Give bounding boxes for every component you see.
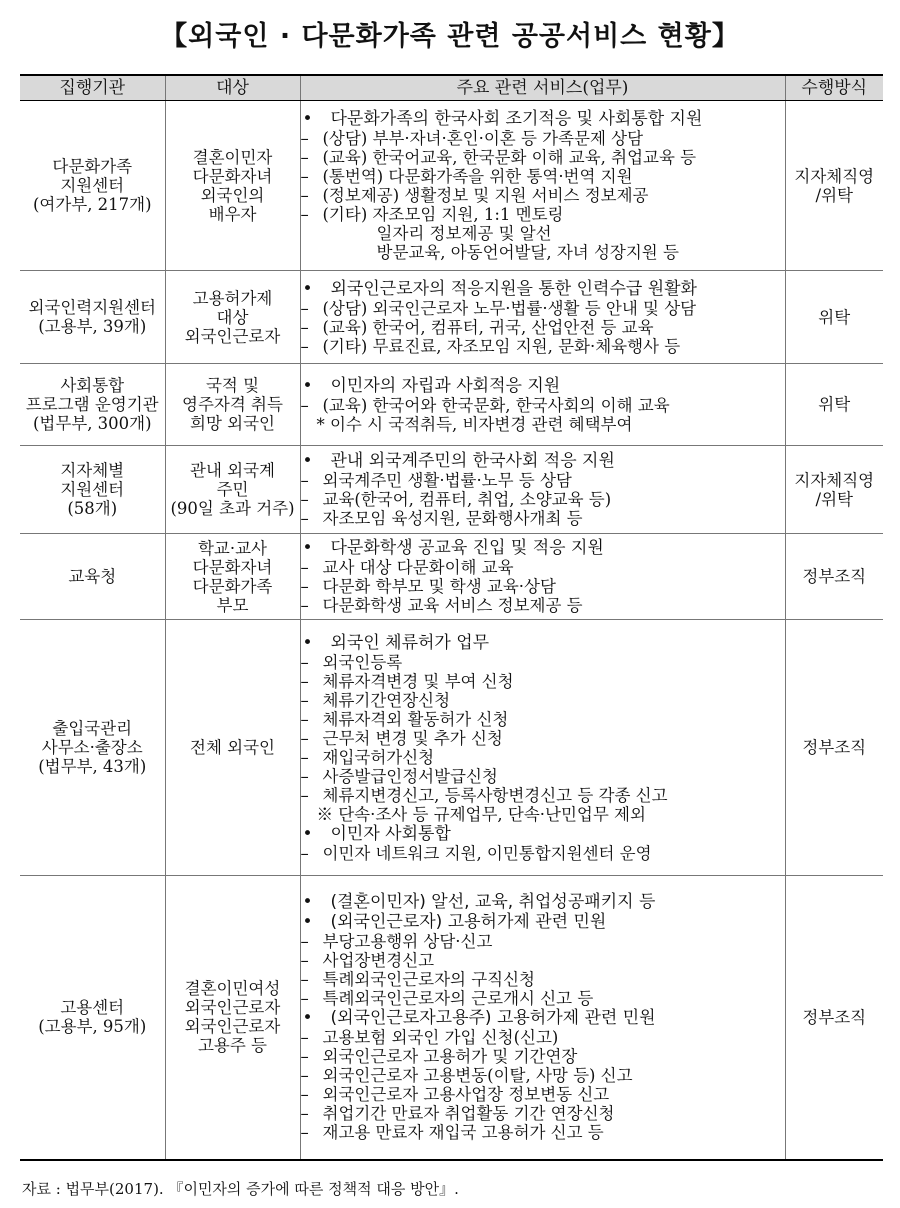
target-cell-line: 다문화자녀 xyxy=(192,166,273,186)
dash-icon: – xyxy=(300,186,309,205)
service-item xyxy=(301,1028,785,1047)
service-item xyxy=(301,932,785,951)
bullet-icon: • xyxy=(302,375,313,396)
dash-icon: – xyxy=(300,596,309,615)
dash-icon: – xyxy=(300,1047,309,1067)
service-text: 부당고용행위 상담·신고 xyxy=(322,932,493,952)
target-cell-line: 결혼이민여성 xyxy=(184,979,281,999)
service-text: 일자리 정보제공 및 알선 xyxy=(376,224,552,243)
target-cell-line: 부모 xyxy=(216,595,249,615)
dash-icon: – xyxy=(300,932,309,952)
method-cell-line: 정부조직 xyxy=(802,1007,867,1027)
service-text: 외국인근로자 고용허가 및 기간연장 xyxy=(322,1047,578,1067)
service-item xyxy=(301,205,785,224)
service-text: (외국인근로자) 고용허가제 관련 민원 xyxy=(330,912,607,933)
service-text: ※ 단속·조사 등 규제업무, 단속·난민업무 제외 xyxy=(316,804,646,824)
services-cell xyxy=(300,876,785,1160)
service-text: 체류기간연장신청 xyxy=(322,690,451,710)
target-cell-line: 영주자격 취득 xyxy=(182,395,283,414)
agency-cell-line: 지원센터 xyxy=(60,176,125,195)
services-cell xyxy=(300,620,785,876)
agency-cell-line: 사회통합 xyxy=(60,376,125,395)
target-cell xyxy=(165,271,300,364)
dash-icon: – xyxy=(300,843,309,863)
service-item xyxy=(301,653,785,672)
method-cell xyxy=(785,364,883,446)
service-item xyxy=(301,337,785,356)
service-text: 자조모임 육성지원, 문화행사개최 등 xyxy=(322,509,583,528)
target-cell xyxy=(165,101,300,271)
service-item xyxy=(301,912,785,932)
agency-cell xyxy=(20,271,165,364)
service-item xyxy=(301,490,785,509)
dash-icon: – xyxy=(300,1066,309,1086)
service-item xyxy=(301,1066,785,1085)
method-cell xyxy=(785,271,883,364)
service-text: 특례외국인근로자의 근로개시 신고 등 xyxy=(322,989,594,1009)
agency-cell-line: (법무부, 300개) xyxy=(32,414,152,433)
dash-icon: – xyxy=(300,1104,309,1124)
service-item xyxy=(301,1047,785,1066)
service-text: (결혼이민자) 알선, 교육, 취업성공패키지 등 xyxy=(330,892,656,913)
services-table xyxy=(20,74,883,1161)
dash-icon: – xyxy=(300,728,309,748)
dash-icon: – xyxy=(300,766,309,786)
method-cell-line: 지자체직영 xyxy=(794,470,875,490)
target-cell xyxy=(165,620,300,876)
target-cell-line: 결혼이민자 xyxy=(192,147,273,167)
service-item xyxy=(301,509,785,528)
method-cell-line: 위탁 xyxy=(818,395,851,414)
agency-cell-line: 사무소·출장소 xyxy=(41,738,143,757)
target-cell xyxy=(165,534,300,620)
dash-icon: – xyxy=(300,336,309,356)
target-cell-line: 관내 외국계 xyxy=(190,461,275,480)
service-item xyxy=(301,1123,785,1142)
service-item xyxy=(301,299,785,318)
agency-cell-line: (여가부, 217개) xyxy=(32,195,152,214)
dash-icon: – xyxy=(300,970,309,990)
service-item xyxy=(301,451,785,471)
agency-cell-line: (법무부, 43개) xyxy=(38,757,147,776)
service-item xyxy=(301,951,785,970)
service-item xyxy=(301,376,785,396)
service-text: 교사 대상 다문화이해 교육 xyxy=(322,558,514,577)
service-item xyxy=(301,279,785,299)
service-text: (기타) 자조모임 지원, 1:1 멘토링 xyxy=(322,205,564,224)
target-cell-line: 다문화자녀 xyxy=(192,557,273,577)
service-item xyxy=(301,748,785,767)
agency-cell-line: 프로그램 운영기관 xyxy=(25,395,159,414)
service-text: (교육) 한국어교육, 한국문화 이해 교육, 취업교육 등 xyxy=(322,148,697,167)
service-item xyxy=(301,844,785,863)
service-item xyxy=(301,824,785,844)
service-text: 사증발급인정서발급신청 xyxy=(322,766,498,786)
service-item xyxy=(301,710,785,729)
target-cell-line: 국적 및 xyxy=(205,376,260,395)
service-text: 이민자의 자립과 사회적응 지원 xyxy=(330,375,561,396)
table-row xyxy=(20,620,883,876)
dash-icon: – xyxy=(300,690,309,710)
agency-cell xyxy=(20,534,165,620)
service-item xyxy=(301,1008,785,1028)
service-text: 재고용 만료자 재입국 고용허가 신고 등 xyxy=(322,1123,604,1143)
agency-cell-line: 외국인력지원센터 xyxy=(28,298,156,317)
target-cell-line: 외국인근로자 xyxy=(184,326,281,346)
header-services: 주요 관련 서비스(업무) xyxy=(300,75,785,101)
target-cell-line: 외국인근로자 xyxy=(184,998,281,1018)
table-row xyxy=(20,364,883,446)
service-item xyxy=(301,224,785,243)
target-cell-line: 학교·교사 xyxy=(197,538,267,558)
service-item xyxy=(301,538,785,558)
bullet-icon: • xyxy=(302,278,313,299)
service-item xyxy=(301,596,785,615)
method-cell xyxy=(785,534,883,620)
table-row xyxy=(20,534,883,620)
dash-icon: – xyxy=(300,1123,309,1143)
target-cell xyxy=(165,364,300,446)
method-cell-line: 정부조직 xyxy=(802,567,867,586)
dash-icon: – xyxy=(300,785,309,805)
service-text: 외국인근로자 고용사업장 정보변동 신고 xyxy=(322,1085,610,1105)
service-item xyxy=(301,729,785,748)
dash-icon: – xyxy=(300,558,309,577)
table-row xyxy=(20,271,883,364)
service-text: 외국인근로자의 적응지원을 통한 인력수급 원활화 xyxy=(330,278,697,299)
dash-icon: – xyxy=(300,747,309,767)
service-item xyxy=(301,396,785,415)
service-text: (외국인근로자고용주) 고용허가제 관련 민원 xyxy=(330,1008,656,1029)
dash-icon: – xyxy=(300,671,309,691)
method-cell-line: 위탁 xyxy=(818,307,851,327)
service-item xyxy=(301,989,785,1008)
target-cell-line: (90일 초과 거주) xyxy=(170,499,295,518)
target-cell-line: 주민 xyxy=(216,480,249,499)
bullet-icon: • xyxy=(302,1008,313,1029)
bullet-icon: • xyxy=(302,538,313,558)
dash-icon: – xyxy=(300,1028,309,1048)
agency-cell-line: 출입국관리 xyxy=(52,719,133,738)
service-item xyxy=(301,633,785,653)
agency-cell-line: (고용부, 39개) xyxy=(38,317,147,336)
service-text: 다문화 학부모 및 학생 교육·상담 xyxy=(322,577,556,596)
service-text: 방문교육, 아동언어발달, 자녀 성장지원 등 xyxy=(376,243,679,262)
method-cell-line: /위탁 xyxy=(815,185,853,205)
service-text: 외국인근로자 고용변동(이탈, 사망 등) 신고 xyxy=(322,1066,633,1086)
service-item xyxy=(301,672,785,691)
service-text: 특례외국인근로자의 구직신청 xyxy=(322,970,535,990)
service-text: 체류자격변경 및 부여 신청 xyxy=(322,671,514,691)
agency-cell xyxy=(20,446,165,534)
target-cell xyxy=(165,446,300,534)
header-agency: 집행기관 xyxy=(20,75,165,101)
table-header-row xyxy=(20,75,883,101)
service-text: 근무처 변경 및 추가 신청 xyxy=(322,728,503,748)
dash-icon: – xyxy=(300,490,309,509)
bullet-icon: • xyxy=(302,109,313,129)
dash-icon: – xyxy=(300,509,309,528)
dash-icon: – xyxy=(300,129,309,148)
service-text: 교육(한국어, 컴퓨터, 취업, 소양교육 등) xyxy=(322,490,612,509)
bullet-icon: • xyxy=(302,451,313,471)
dash-icon: – xyxy=(300,298,309,318)
services-cell xyxy=(300,101,785,271)
service-item xyxy=(301,186,785,205)
header-method: 수행방식 xyxy=(785,75,883,101)
table-row xyxy=(20,446,883,534)
header-target: 대상 xyxy=(165,75,300,101)
service-item xyxy=(301,577,785,596)
agency-cell xyxy=(20,101,165,271)
service-text: * 이수 시 국적취득, 비자변경 관련 혜택부여 xyxy=(316,414,633,434)
dash-icon: – xyxy=(300,167,309,186)
service-item xyxy=(301,970,785,989)
service-text: (교육) 한국어와 한국문화, 한국사회의 이해 교육 xyxy=(322,395,670,415)
service-text: (상담) 부부·자녀·혼인·이혼 등 가족문제 상담 xyxy=(322,129,644,148)
service-item xyxy=(301,1104,785,1123)
target-cell-line: 외국인의 xyxy=(200,185,265,205)
target-cell xyxy=(165,876,300,1160)
service-text: (정보제공) 생활정보 및 지원 서비스 정보제공 xyxy=(322,186,649,205)
service-text: 외국인 체류허가 업무 xyxy=(330,632,490,653)
agency-cell-line: (고용부, 95개) xyxy=(38,1017,147,1037)
dash-icon: – xyxy=(300,1085,309,1105)
service-item xyxy=(301,1085,785,1104)
service-item xyxy=(301,243,785,262)
method-cell xyxy=(785,446,883,534)
service-item xyxy=(301,471,785,490)
service-text: 고용보험 외국인 가입 신청(신고) xyxy=(322,1028,559,1048)
service-item xyxy=(301,167,785,186)
agency-cell-line: 고용센터 xyxy=(60,998,125,1018)
table-row xyxy=(20,876,883,1160)
service-text: (기타) 무료진료, 자조모임 지원, 문화·체육행사 등 xyxy=(322,336,681,356)
target-cell-line: 다문화가족 xyxy=(192,576,273,596)
service-item xyxy=(301,767,785,786)
target-cell-line: 배우자 xyxy=(208,204,257,224)
method-cell-line: /위탁 xyxy=(815,489,853,509)
service-item xyxy=(301,558,785,577)
agency-cell xyxy=(20,876,165,1160)
dash-icon: – xyxy=(300,652,309,672)
service-item xyxy=(301,148,785,167)
dash-icon: – xyxy=(300,577,309,596)
service-item xyxy=(301,892,785,912)
service-text: 이민자 네트워크 지원, 이민통합지원센터 운영 xyxy=(322,843,652,863)
target-cell-line: 외국인근로자 xyxy=(184,1017,281,1037)
method-cell xyxy=(785,101,883,271)
service-text: 사업장변경신고 xyxy=(322,951,435,971)
service-text: 외국계주민 생활·법률·노무 등 상담 xyxy=(322,471,572,490)
dash-icon: – xyxy=(300,709,309,729)
services-cell xyxy=(300,364,785,446)
dash-icon: – xyxy=(300,471,309,490)
service-item xyxy=(301,129,785,148)
service-item xyxy=(301,318,785,337)
dash-icon: – xyxy=(300,317,309,337)
bullet-icon: • xyxy=(302,892,313,913)
target-cell-line: 대상 xyxy=(216,307,249,327)
agency-cell-line: 다문화가족 xyxy=(52,157,133,176)
service-text: (통번역) 다문화가족을 위한 통역·번역 지원 xyxy=(322,167,633,186)
method-cell-line: 정부조직 xyxy=(802,738,867,757)
services-cell xyxy=(300,446,785,534)
service-text: 다문화학생 교육 서비스 정보제공 등 xyxy=(322,596,583,615)
agency-cell-line: 지원센터 xyxy=(60,480,125,499)
service-text: 취업기간 만료자 취업활동 기간 연장신청 xyxy=(322,1104,615,1124)
agency-cell-line: 교육청 xyxy=(68,567,117,586)
service-text: (상담) 외국인근로자 노무·법률·생활 등 안내 및 상담 xyxy=(322,298,697,318)
service-item xyxy=(301,691,785,710)
dash-icon: – xyxy=(300,395,309,415)
service-item xyxy=(301,786,785,805)
service-item xyxy=(301,109,785,129)
dash-icon: – xyxy=(300,205,309,224)
services-cell xyxy=(300,534,785,620)
service-text: 이민자 사회통합 xyxy=(330,823,451,844)
service-text: 체류자격외 활동허가 신청 xyxy=(322,709,509,729)
target-cell-line: 전체 외국인 xyxy=(190,738,275,757)
agency-cell xyxy=(20,620,165,876)
bullet-icon: • xyxy=(302,632,313,653)
agency-cell-line: (58개) xyxy=(67,499,118,518)
source-note: 자료 : 법무부(2017). 『이민자의 증가에 따른 정책적 대응 방안』. xyxy=(22,1180,459,1198)
target-cell-line: 고용허가제 xyxy=(192,288,273,308)
method-cell-line: 지자체직영 xyxy=(794,166,875,186)
service-item xyxy=(301,805,785,824)
method-cell xyxy=(785,620,883,876)
bullet-icon: • xyxy=(302,823,313,844)
services-cell xyxy=(300,271,785,364)
agency-cell xyxy=(20,364,165,446)
dash-icon: – xyxy=(300,951,309,971)
dash-icon: – xyxy=(300,148,309,167)
document-title: 【외국인 · 다문화가족 관련 공공서비스 현황】 xyxy=(160,21,740,52)
service-text: 체류지변경신고, 등록사항변경신고 등 각종 신고 xyxy=(322,785,668,805)
service-item xyxy=(301,415,785,434)
service-text: 관내 외국계주민의 한국사회 적응 지원 xyxy=(330,451,615,471)
target-cell-line: 희망 외국인 xyxy=(190,414,275,433)
target-cell-line: 고용주 등 xyxy=(197,1036,267,1056)
service-text: 다문화가족의 한국사회 조기적응 및 사회통합 지원 xyxy=(330,109,703,129)
dash-icon: – xyxy=(300,989,309,1009)
agency-cell-line: 지자체별 xyxy=(60,461,125,480)
table-row xyxy=(20,101,883,271)
service-text: 다문화학생 공교육 진입 및 적응 지원 xyxy=(330,538,604,558)
service-text: (교육) 한국어, 컴퓨터, 귀국, 산업안전 등 교육 xyxy=(322,317,654,337)
bullet-icon: • xyxy=(302,912,313,933)
method-cell xyxy=(785,876,883,1160)
service-text: 재입국허가신청 xyxy=(322,747,435,767)
service-text: 외국인등록 xyxy=(322,652,403,672)
